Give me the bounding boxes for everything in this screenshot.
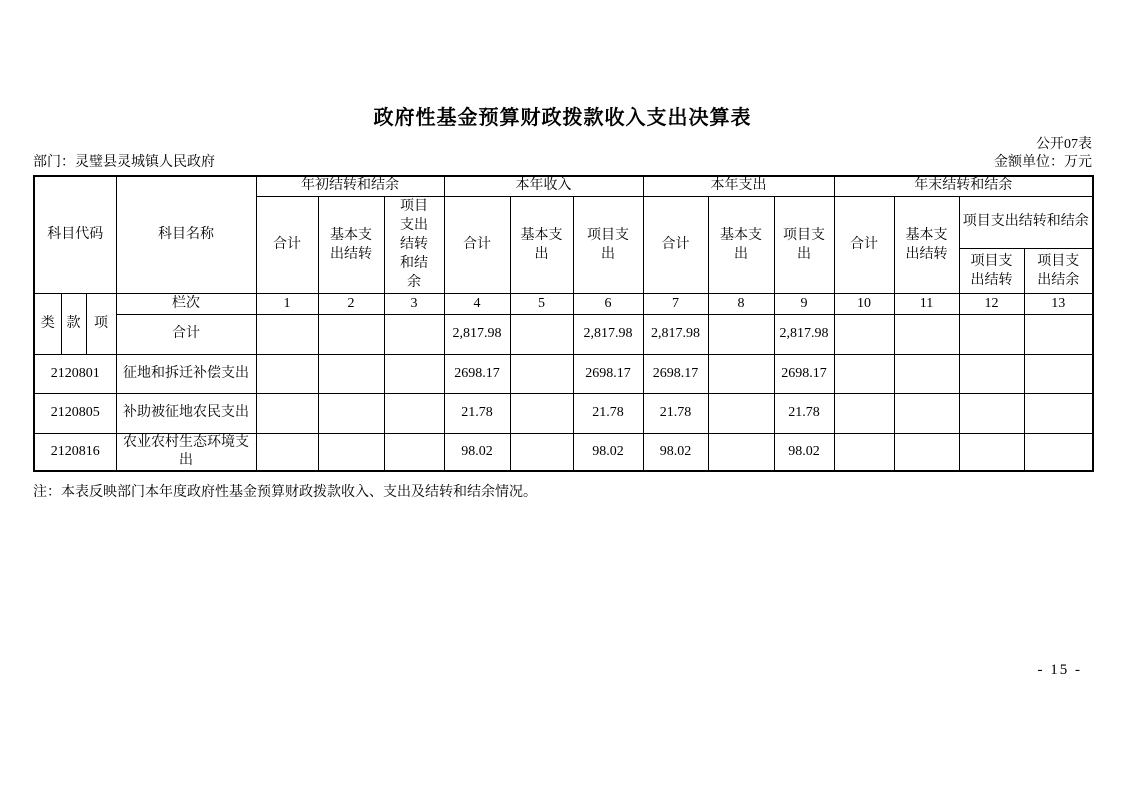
cell-value <box>384 393 444 433</box>
cell-value <box>510 354 573 393</box>
cell-value <box>384 433 444 471</box>
header-col9-project-expense <box>774 196 834 293</box>
cell-value <box>318 433 384 471</box>
cell-value <box>708 354 774 393</box>
header-col10-total: 合计 <box>834 196 894 293</box>
cell-value <box>959 314 1024 354</box>
cell-value: 2698.17 <box>444 354 510 393</box>
cell-value <box>510 393 573 433</box>
cell-value: 2,817.98 <box>774 314 834 354</box>
meta-row <box>33 154 1092 172</box>
column-label: 栏次 <box>116 293 256 314</box>
header-col8-basic-expense <box>708 196 774 293</box>
subject-code-cell: 2120816 <box>34 433 116 471</box>
cell-value: 21.78 <box>774 393 834 433</box>
header-class: 类 <box>34 293 61 354</box>
table-row-total <box>34 314 1093 354</box>
cell-value: 98.02 <box>643 433 708 471</box>
header-col12-label: 项目支出结转 <box>970 253 1013 288</box>
header-col9-label: 项目支出 <box>783 227 826 262</box>
header-col7-total: 合计 <box>643 196 708 293</box>
cell-value <box>894 433 959 471</box>
final-accounts-table <box>33 175 1094 472</box>
cell-value: 2,817.98 <box>444 314 510 354</box>
table-row <box>34 393 1093 433</box>
column-number: 8 <box>708 293 774 314</box>
column-number: 13 <box>1024 293 1093 314</box>
column-number: 11 <box>894 293 959 314</box>
cell-value: 98.02 <box>444 433 510 471</box>
header-col13-label: 项目支出结余 <box>1037 253 1080 288</box>
column-number: 3 <box>384 293 444 314</box>
column-number: 12 <box>959 293 1024 314</box>
header-col2-basic-carryover <box>318 196 384 293</box>
cell-value: 2698.17 <box>573 354 643 393</box>
cell-value <box>708 393 774 433</box>
sheet-label: 公开07表 <box>1036 137 1092 152</box>
row-name: 合计 <box>116 314 256 354</box>
column-number: 7 <box>643 293 708 314</box>
cell-value <box>959 433 1024 471</box>
header-group-year-expense: 本年支出 <box>643 176 834 196</box>
column-number: 9 <box>774 293 834 314</box>
column-number: 6 <box>573 293 643 314</box>
header-col6-label: 项目支出 <box>587 227 630 262</box>
cell-value <box>894 314 959 354</box>
header-col6-project-expense <box>573 196 643 293</box>
cell-value: 98.02 <box>774 433 834 471</box>
header-clause: 款 <box>61 293 86 354</box>
cell-value: 21.78 <box>573 393 643 433</box>
cell-value: 2,817.98 <box>643 314 708 354</box>
footnote: 注：本表反映部门本年度政府性基金预算财政拨款收入、支出及结转和结余情况。 <box>33 484 537 500</box>
subject-code-cell: 2120805 <box>34 393 116 433</box>
cell-value: 98.02 <box>573 433 643 471</box>
header-col4-total: 合计 <box>444 196 510 293</box>
table-row <box>34 433 1093 471</box>
cell-value <box>1024 393 1093 433</box>
cell-value <box>318 393 384 433</box>
cell-value <box>894 393 959 433</box>
cell-value <box>256 354 318 393</box>
cell-value <box>510 314 573 354</box>
cell-value <box>384 314 444 354</box>
header-col1-total: 合计 <box>256 196 318 293</box>
header-col13-project-balance <box>1024 248 1093 293</box>
cell-value <box>708 433 774 471</box>
header-col11-label: 基本支出结转 <box>905 227 948 262</box>
unit-label: 金额单位：万元 <box>994 155 1092 170</box>
header-col5-basic-expense <box>510 196 573 293</box>
cell-value: 2698.17 <box>643 354 708 393</box>
cell-value <box>318 354 384 393</box>
cell-value <box>834 433 894 471</box>
column-number: 4 <box>444 293 510 314</box>
column-number: 10 <box>834 293 894 314</box>
header-col12-project-carryover <box>959 248 1024 293</box>
column-number-row <box>34 293 1093 314</box>
header-col11-basic-carryover <box>894 196 959 293</box>
cell-value <box>834 393 894 433</box>
header-col2-label: 基本支出结转 <box>330 227 373 262</box>
cell-value <box>256 433 318 471</box>
cell-value <box>959 354 1024 393</box>
cell-value <box>384 354 444 393</box>
cell-value <box>834 314 894 354</box>
cell-value <box>510 433 573 471</box>
column-number: 2 <box>318 293 384 314</box>
cell-value <box>1024 354 1093 393</box>
cell-value <box>318 314 384 354</box>
cell-value <box>834 354 894 393</box>
header-col3-project-carryover-balance <box>384 196 444 293</box>
cell-value <box>256 314 318 354</box>
header-subject-name: 科目名称 <box>116 176 256 293</box>
cell-value <box>1024 314 1093 354</box>
cell-value: 2,817.98 <box>573 314 643 354</box>
subject-code-cell: 2120801 <box>34 354 116 393</box>
cell-value: 21.78 <box>643 393 708 433</box>
header-group-year-income: 本年收入 <box>444 176 643 196</box>
header-col3-label: 项目支出结转和结余 <box>400 199 429 290</box>
cell-value <box>894 354 959 393</box>
page-number: - 15 - <box>1037 662 1082 678</box>
header-group-year-begin: 年初结转和结余 <box>256 176 444 196</box>
header-subject-code: 科目代码 <box>34 176 116 293</box>
department-label: 部门：灵璧县灵城镇人民政府 <box>33 155 215 170</box>
row-name: 补助被征地农民支出 <box>116 393 256 433</box>
cell-value <box>256 393 318 433</box>
cell-value: 21.78 <box>444 393 510 433</box>
header-project-carryover-balance-group: 项目支出结转和结余 <box>959 196 1093 248</box>
page-title: 政府性基金预算财政拨款收入支出决算表 <box>373 107 752 129</box>
row-name: 农业农村生态环境支出 <box>116 433 256 471</box>
header-col8-label: 基本支出 <box>720 227 763 262</box>
cell-value <box>708 314 774 354</box>
cell-value: 2698.17 <box>774 354 834 393</box>
header-col5-label: 基本支出 <box>520 227 563 262</box>
cell-value <box>959 393 1024 433</box>
column-number: 5 <box>510 293 573 314</box>
column-number: 1 <box>256 293 318 314</box>
header-group-row <box>34 176 1093 196</box>
cell-value <box>1024 433 1093 471</box>
table-row <box>34 354 1093 393</box>
header-group-year-end: 年末结转和结余 <box>834 176 1093 196</box>
header-item: 项 <box>86 293 116 354</box>
row-name: 征地和拆迁补偿支出 <box>116 354 256 393</box>
